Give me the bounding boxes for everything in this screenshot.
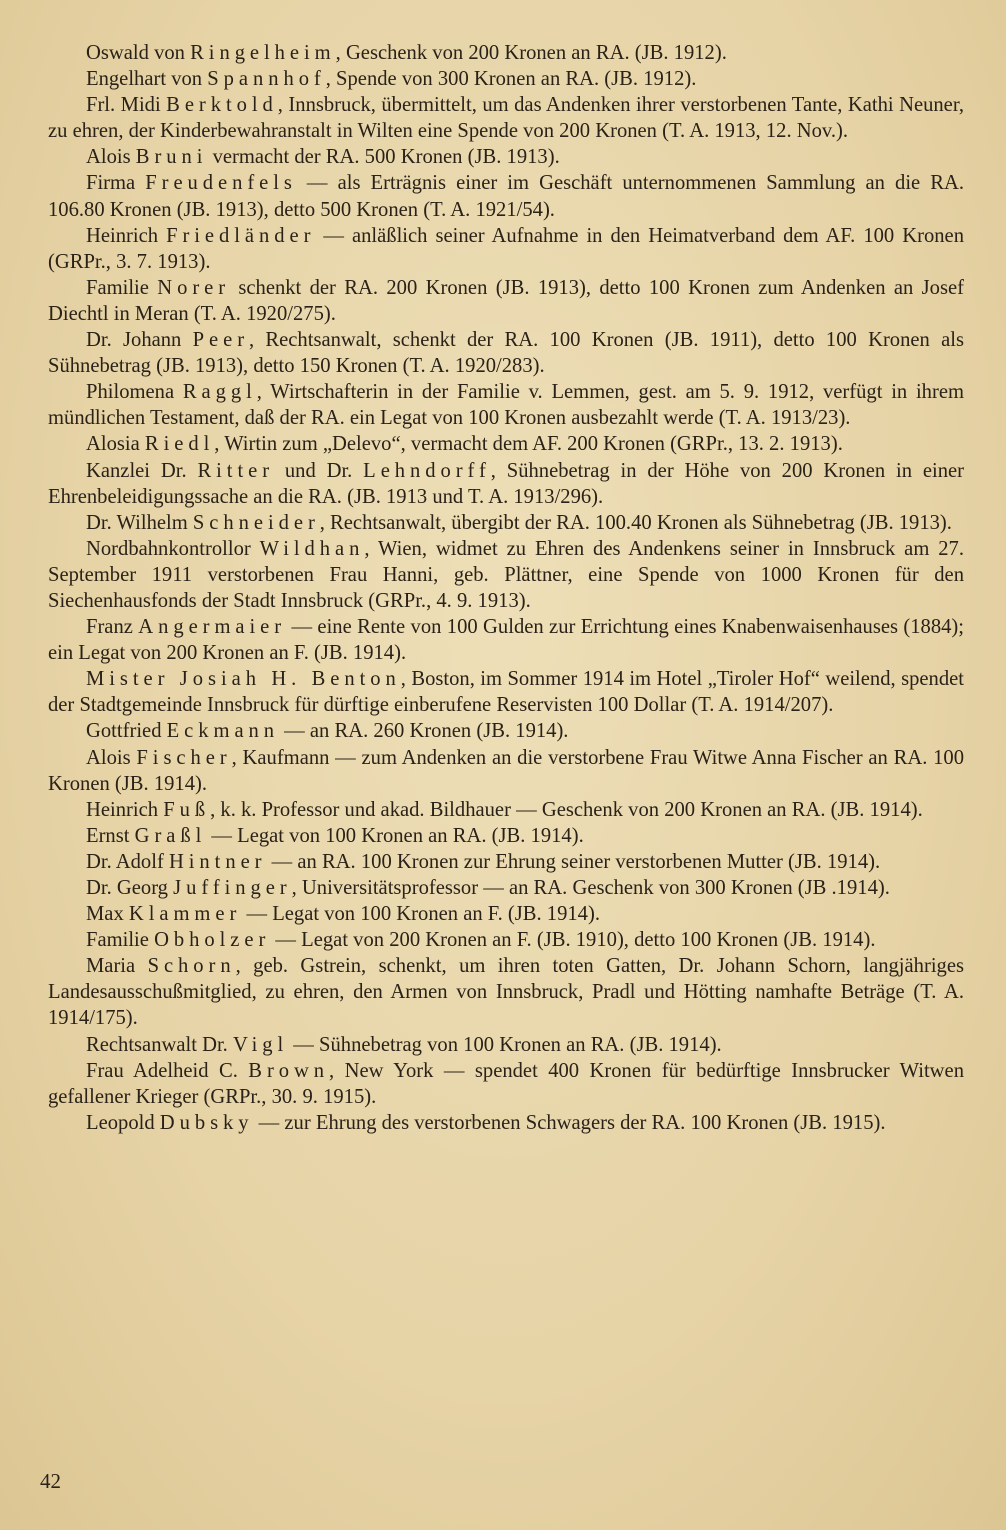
- entry: Dr. Adolf Hintner — an RA. 100 Kronen zur Ehrung seiner verstorbenen Mutter (JB. 1914).: [86, 850, 881, 873]
- donor-name: Peer: [192, 329, 249, 352]
- donor-name: Wildhan: [259, 537, 365, 560]
- page-number: 42: [40, 1469, 61, 1493]
- entry: Franz Angermaier — eine Rente von 100 Gulden zur Errichtung eines Knabenwaisenhauses (1884); ein Legat von 200 Kronen an F. (JB. 1914).: [48, 616, 964, 665]
- donor-name: Freudenfels: [145, 172, 297, 195]
- donor-name: Obholzer: [154, 929, 271, 952]
- entry: Familie Obholzer — Legat von 200 Kronen an F. (JB. 1910), detto 100 Kronen (JB. 1914).: [86, 929, 876, 952]
- donor-name: Spannhof: [207, 68, 326, 91]
- donor-name: Klammer: [128, 903, 242, 926]
- donor-name: Friedländer: [166, 224, 316, 247]
- entry: Engelhart von Spannhof, Spende von 300 Kronen an RA. (JB. 1912).: [86, 68, 697, 91]
- entry: Ernst Graßl — Legat von 100 Kronen an RA. (JB. 1914).: [86, 824, 584, 847]
- donor-name: Ringelheim: [190, 42, 336, 64]
- donor-name: Norer: [157, 276, 231, 299]
- donor-name: Fuß: [163, 798, 211, 821]
- donor-name: Hintner: [168, 850, 267, 873]
- entry: Rechtsanwalt Dr. Vigl — Sühnebetrag von 100 Kronen an RA. (JB. 1914).: [86, 1033, 722, 1056]
- donor-name: Dubsky: [159, 1111, 254, 1134]
- entry: Max Klammer — Legat von 100 Kronen an F. (JB. 1914).: [86, 903, 600, 926]
- entry: Nordbahnkontrollor Wildhan, Wien, widmet zu Ehren des Andenkens seiner in Innsbruck am 27. September 1911 verstorbenen Frau Hanni, geb. Plättner, eine Spende von 1000 Kronen für den Siechenhausfonds der Stadt Innsbruck (GRPr., 4. 9. 1913).: [48, 537, 965, 612]
- donor-name: Fischer: [136, 746, 232, 769]
- donor-name: Raggl: [182, 381, 257, 404]
- donor-name: Schorn: [147, 955, 236, 978]
- entry: Philomena Raggl, Wirtschafterin in der Familie v. Lemmen, gest. am 5. 9. 1912, verfügt in ihrem mündlichen Testament, daß der RA. ein Legat von 100 Kronen ausbezahlt werde (T. A. 1913/23).: [48, 381, 964, 430]
- entry: Oswald von Ringelheim, Geschenk von 200 Kronen an RA. (JB. 1912).: [86, 42, 727, 64]
- donor-name: Eckmann: [166, 720, 280, 743]
- donor-name: Angermaier: [138, 616, 287, 639]
- entry: Alois Fischer, Kaufmann — zum Andenken an die verstorbene Frau Witwe Anna Fischer an RA. 100 Kronen (JB. 1914).: [48, 746, 964, 795]
- entry: Dr. Wilhelm Schneider, Rechtsanwalt, übergibt der RA. 100.40 Kronen als Sühnebetrag (JB. 1913).: [86, 511, 952, 534]
- entry: Frl. Midi Berktold, Innsbruck, übermittelt, um das Andenken ihrer verstorbenen Tante, Kathi Neuner, zu ehren, der Kinderbewahranstalt in Wilten eine Spende von 200 Kronen (T. A. 1913, 12. Nov.).: [48, 94, 965, 143]
- entry: Familie Norer schenkt der RA. 200 Kronen (JB. 1913), detto 100 Kronen zum Andenken an Josef Diechtl in Meran (T. A. 1920/275).: [48, 276, 964, 325]
- donation-entries: [48, 40, 964, 1136]
- entry: Kanzlei Dr. Ritter und Dr. Lehndorff, Sühnebetrag in der Höhe von 200 Kronen in einer Ehrenbeleidigungssache an die RA. (JB. 1913 und T. A. 1913/296).: [48, 459, 965, 508]
- donor-name: Schneider: [192, 511, 320, 534]
- entry: Leopold Dubsky — zur Ehrung des verstorbenen Schwagers der RA. 100 Kronen (JB. 1915).: [86, 1111, 886, 1134]
- donor-name: Vigl: [232, 1033, 289, 1056]
- entry: Heinrich Fuß, k. k. Professor und akad. Bildhauer — Geschenk von 200 Kronen an RA. (JB. 1914).: [86, 798, 923, 821]
- donor-name: Berktold: [166, 94, 278, 117]
- entry: Maria Schorn, geb. Gstrein, schenkt, um ihren toten Gatten, Dr. Johann Schorn, langjähriges Landesausschußmitglied, zu ehren, den Armen von Innsbruck, Pradl und Hötting namhafte Beträge (T. A. 1914/175).: [48, 955, 964, 1030]
- entry: Heinrich Friedländer — anläßlich seiner Aufnahme in den Heimatverband dem AF. 100 Kronen (GRPr., 3. 7. 1913).: [48, 224, 964, 273]
- donor-name: Riedl: [144, 433, 215, 456]
- entry: Alosia Riedl, Wirtin zum „Delevo“, vermacht dem AF. 200 Kronen (GRPr., 13. 2. 1913).: [86, 433, 843, 456]
- entry: Firma Freudenfels — als Erträgnis einer im Geschäft unternommenen Sammlung an die RA. 106.80 Kronen (JB. 1913), detto 500 Kronen (T. A. 1921/54).: [48, 172, 965, 221]
- entry: Dr. Johann Peer, Rechtsanwalt, schenkt der RA. 100 Kronen (JB. 1911), detto 100 Kronen als Sühnebetrag (JB. 1913), detto 150 Kronen (T. A. 1920/283).: [48, 329, 964, 378]
- donor-name: Juffinger: [173, 877, 292, 899]
- entry: Gottfried Eckmann — an RA. 260 Kronen (JB. 1914).: [86, 720, 569, 743]
- entry: Dr. Georg Juffinger, Universitätsprofessor — an RA. Geschenk von 300 Kronen (JB .1914).: [86, 877, 890, 899]
- donor-name: Mister Josiah H. Benton: [86, 668, 401, 691]
- donor-name: Graßl: [134, 824, 207, 847]
- donor-name: Bruni: [135, 146, 208, 169]
- entry: Mister Josiah H. Benton, Boston, im Sommer 1914 im Hotel „Tiroler Hof“ weilend, spendet der Stadtgemeinde Innsbruck für dürftige einberufene Reservisten 100 Dollar (T. A. 1914/207).: [48, 668, 964, 717]
- donor-name: Brown: [248, 1059, 330, 1082]
- entry: Frau Adelheid C. Brown, New York — spendet 400 Kronen für bedürftige Innsbrucker Witwen gefallener Krieger (GRPr., 30. 9. 1915).: [48, 1059, 964, 1108]
- entry: Alois Bruni vermacht der RA. 500 Kronen (JB. 1913).: [86, 146, 560, 169]
- donor-name: Lehndorff: [363, 459, 491, 482]
- donor-name: Ritter: [197, 459, 275, 482]
